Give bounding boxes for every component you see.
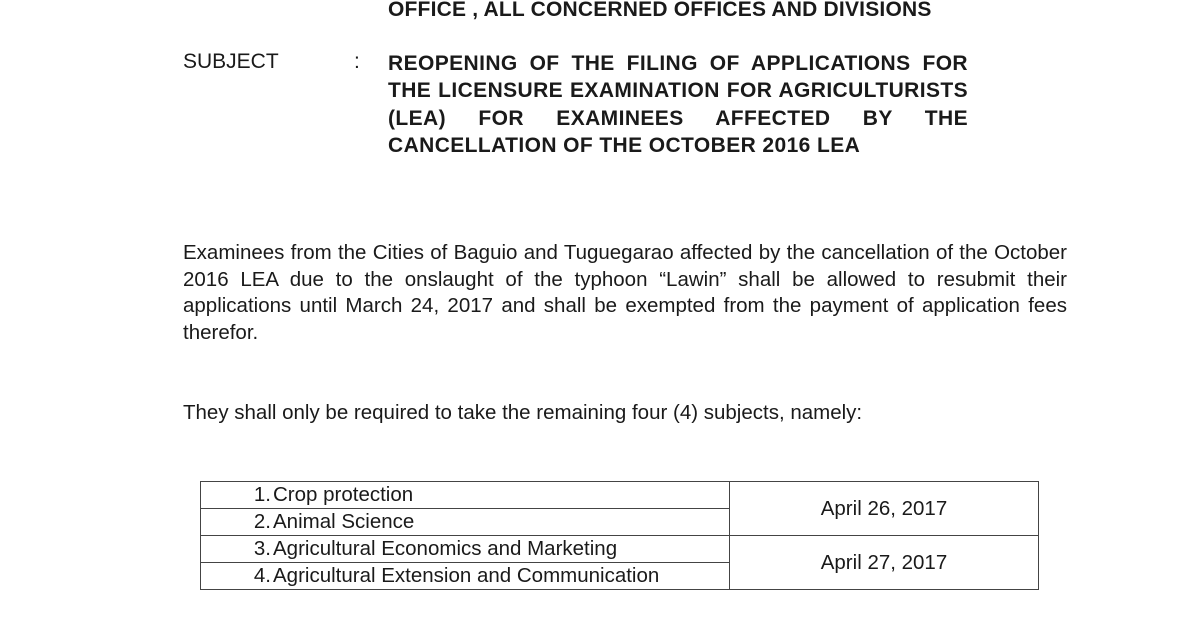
subject-cell	[201, 536, 730, 563]
subject-cell	[201, 482, 730, 509]
table-row	[201, 536, 1039, 563]
subject-number: 3.	[253, 537, 271, 560]
subject-number: 4.	[253, 564, 271, 587]
subject-name: Agricultural Extension and Communication	[273, 564, 660, 587]
exam-schedule-table	[200, 481, 1039, 590]
subject-name: Crop protection	[273, 483, 414, 506]
subject-colon: :	[354, 50, 360, 73]
subject-cell	[201, 563, 730, 590]
exam-date-cell: April 26, 2017	[730, 482, 1039, 536]
exam-date-cell: April 27, 2017	[730, 536, 1039, 590]
subject-label: SUBJECT	[183, 50, 279, 73]
table-row	[201, 482, 1039, 509]
subject-name: Agricultural Economics and Marketing	[273, 537, 618, 560]
subject-number: 2.	[253, 510, 271, 533]
subject-text: REOPENING OF THE FILING OF APPLICATIONS FOR THE LICENSURE EXAMINATION FOR AGRICULTURISTS (LEA) FOR EXAMINEES AFFECTED BY THE CANCELLATION OF THE OCTOBER 2016 LEA	[388, 52, 968, 158]
subject-number: 1.	[253, 483, 271, 506]
subject-cell	[201, 509, 730, 536]
addressee-continuation: OFFICE , ALL CONCERNED OFFICES AND DIVISIONS	[388, 0, 932, 21]
body-paragraph-2: They shall only be required to take the remaining four (4) subjects, namely:	[183, 401, 863, 424]
subject-name: Animal Science	[273, 510, 415, 533]
body-paragraph-1: Examinees from the Cities of Baguio and Tuguegarao affected by the cancellation of the October 2016 LEA due to the onslaught of the typhoon “Lawin” shall be allowed to resubmit their applications until March 24, 2017 and shall be exempted from the payment of application fees therefor.	[183, 241, 1067, 344]
